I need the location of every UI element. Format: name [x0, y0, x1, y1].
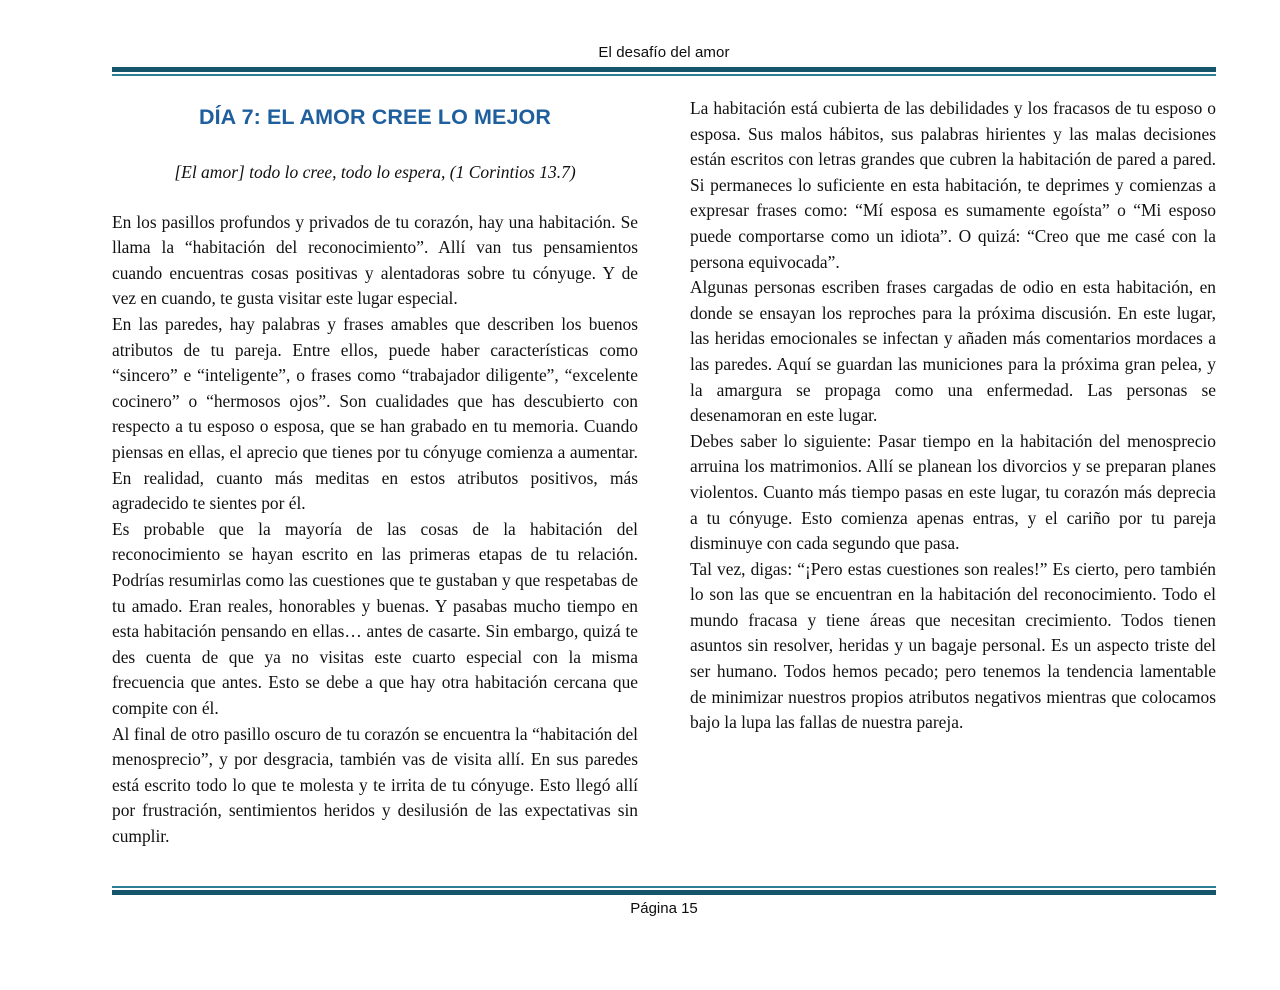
- header-rule: [112, 67, 1216, 77]
- running-header: El desafío del amor: [598, 44, 730, 61]
- scripture-epigraph: [El amor] todo lo cree, todo lo espera, (1 Corintios 13.7): [174, 161, 576, 182]
- footer-rule-hairline: [112, 886, 1216, 888]
- header-rule-band: [112, 67, 1216, 72]
- paragraph: Debes saber lo siguiente: Pasar tiempo en la habitación del menosprecio arruina los matrimonios. Allí se planean los divorcios y se preparan planes violentos. Cuanto más tiempo pasas en este lugar, tu corazón más deprecia a tu cónyuge. Esto comienza apenas entras, y el cariño por tu pareja disminuye con cada segundo que pasa.: [690, 430, 1216, 554]
- paragraph: Al final de otro pasillo oscuro de tu corazón se encuentra la “habitación del menosprecio”, y por desgracia, también vas de visita allí. En sus paredes está escrito todo lo que te molesta y te irrita de tu cónyuge. Esto llegó allí por frustración, sentimientos heridos y desilusión de las expectativas sin cumplir.: [112, 723, 638, 846]
- paragraph: En los pasillos profundos y privados de tu corazón, hay una habitación. Se llama la “habitación del reconocimiento”. Allí van tus pensamientos cuando encuentras cosas positivas y alentadoras sobre tu cónyuge. Y de vez en cuando, te gusta visitar este lugar especial.: [112, 211, 638, 309]
- paragraph: Algunas personas escriben frases cargadas de odio en esta habitación, en donde se ensayan los reproches para la próxima discusión. En este lugar, las heridas emocionales se infectan y añaden más comentarios mordaces a las paredes. Aquí se guardan las municiones para la próxima gran pelea, y la amargura se propaga como una enfermedad. Las personas se desenamoran en este lugar.: [690, 277, 1216, 426]
- footer-rule-band: [112, 890, 1216, 895]
- paragraph: En las paredes, hay palabras y frases amables que describen los buenos atributos de tu pareja. Entre ellos, puede haber características como “sincero” e “inteligente”, o frases como “trabajador diligente”, “excelente cocinero” o “hermosos ojos”. Son cualidades que has descubierto con respecto a tu esposo o esposa, que se han grabado en tu memoria. Cuando piensas en ellas, el aprecio que tienes por tu cónyuge comienza a aumentar. En realidad, cuanto más meditas en estos atributos positivos, más agradecido te sientes por él.: [112, 314, 638, 514]
- column-right: [690, 96, 1216, 736]
- paragraph: La habitación está cubierta de las debilidades y los fracasos de tu esposo o esposa. Sus malos hábitos, sus palabras hirientes y las malas decisiones están escritos con letras grandes que cubren la habitación de pared a pared. Si permaneces lo suficiente en esta habitación, te deprimes y comienzas a expresar frases como: “Mí esposa es sumamente egoísta” o “Mi esposo puede comportarse como un idiota”. O quizá: “Creo que me casé con la persona equivocada”.: [690, 98, 1216, 272]
- page-body: [112, 96, 1216, 876]
- paragraph: Es probable que la mayoría de las cosas de la habitación del reconocimiento se hayan escrito en las primeras etapas de tu relación. Podrías resumirlas como las cuestiones que te gustaban y que respetabas de tu amado. Eran reales, honorables y buenas. Y pasabas mucho tiempo en esta habitación pensando en ellas… antes de casarte. Sin embargo, quizá te des cuenta de que ya no visitas este cuarto especial con la misma frecuencia que antes. Esto se debe a que hay otra habitación cercana que compite con él.: [112, 518, 638, 718]
- footer-rule: [112, 886, 1216, 898]
- header-rule-hairline: [112, 74, 1216, 76]
- page-title: DÍA 7: EL AMOR CREE LO MEJOR: [198, 105, 551, 129]
- paragraph: Tal vez, digas: “¡Pero estas cuestiones son reales!” Es cierto, pero también lo son las que se encuentran en la habitación del reconocimiento. Todo el mundo fracasa y tiene áreas que necesitan crecimiento. Todos tienen asuntos sin resolver, heridas y un bagaje personal. Es un aspecto triste del ser humano. Todos hemos pecado; pero tenemos la tendencia lamentable de minimizar nuestros propios atributos negativos mientras que colocamos bajo la lupa las fallas de nuestra pareja.: [690, 558, 1216, 733]
- column-left: [112, 96, 638, 849]
- running-footer-page-number: Página 15: [630, 900, 698, 917]
